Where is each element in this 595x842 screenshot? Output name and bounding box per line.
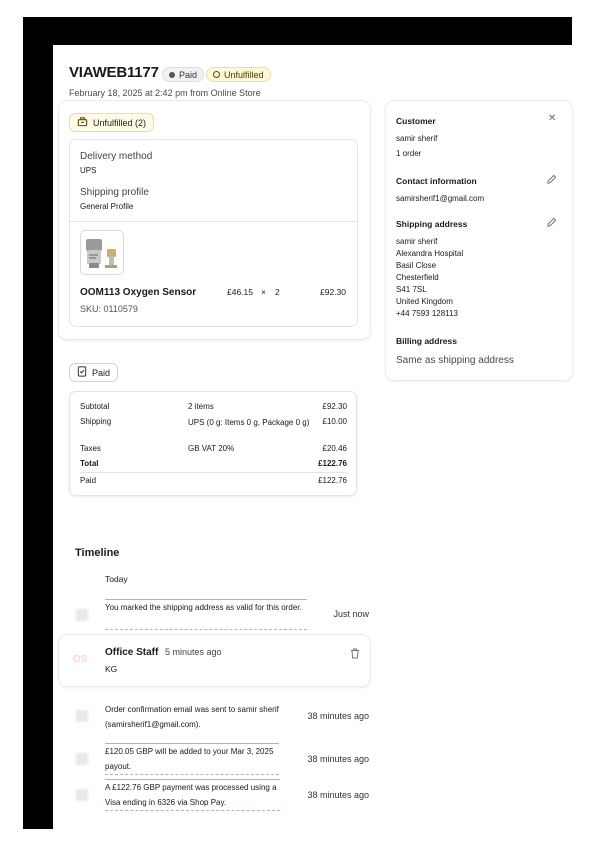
unit-price: £46.15 [227,287,253,297]
event-check-icon [75,709,89,723]
order-subtitle: February 18, 2025 at 2:42 pm from Online Store [69,88,261,98]
close-icon[interactable]: ✕ [548,113,557,124]
paid-chip-label: Paid [92,367,111,378]
fulfillment-status-label: Unfulfilled [224,69,264,80]
row-desc: GB VAT 20% [188,444,235,453]
timeline-event-time: 38 minutes ago [307,754,369,764]
product-name[interactable]: OOM113 Oxygen Sensor [80,287,197,298]
fulfillment-status-badge [206,67,271,82]
row-desc: UPS (0 g: Items 0 g, Package 0 g) [188,418,310,427]
shipping-address [396,236,463,320]
customer-heading: Customer [396,116,436,126]
shipping-profile-label: Shipping profile [80,187,149,198]
divider [70,221,357,222]
line-total: £92.30 [320,287,346,297]
paid-chip[interactable] [69,363,118,382]
product-thumbnail[interactable] [80,230,124,275]
timeline-event[interactable]: £120.05 GBP will be added to your Mar 3, 2025 payout. [105,743,279,775]
pencil-icon[interactable] [546,217,557,231]
row-label: Shipping [80,417,112,426]
shipping-address-heading: Shipping address [396,219,468,229]
address-line: Basil Close [396,261,437,270]
order-page [53,45,587,831]
timeline-event[interactable]: A £122.76 GBP payment was processed using a Visa ending in 6326 via Shop Pay. [105,779,280,811]
customer-name[interactable]: samir sherif [396,134,438,143]
divider [80,472,348,473]
avatar: OS [73,654,88,665]
package-icon [77,116,88,129]
delivery-method-label: Delivery method [80,151,153,162]
contact-heading: Contact information [396,176,477,186]
timeline-comment [59,635,370,686]
status-dot-icon [169,72,175,78]
address-line: +44 7593 128113 [396,309,458,318]
row-amount: £122.76 [318,476,347,485]
shipping-profile-value: General Profile [80,202,134,211]
unfulfilled-chip[interactable] [69,113,154,132]
unfulfilled-chip-label: Unfulfilled (2) [93,117,147,128]
event-check-icon [75,608,89,622]
times-sign: × [261,287,266,297]
status-ring-icon [213,71,220,78]
timeline-event[interactable]: You marked the shipping address as valid for this order. [105,599,307,630]
order-title: VIAWEB1177 [69,64,159,81]
timeline-event-time: Just now [333,609,369,619]
window-frame [23,17,572,829]
timeline-event-time: 38 minutes ago [307,711,369,721]
row-label: Subtotal [80,402,110,411]
row-label: Taxes [80,444,101,453]
contact-email[interactable]: samirsherif1@gmail.com [396,194,485,203]
billing-value: Same as shipping address [396,355,514,366]
row-desc: 2 items [188,402,214,411]
billing-heading: Billing address [396,336,457,346]
trash-icon[interactable] [350,646,360,664]
address-line: Alexandra Hospital [396,249,464,258]
row-amount: £10.00 [322,417,347,426]
timeline-event-time: 38 minutes ago [307,790,369,800]
fulfillment-inner [69,139,358,327]
address-line: S41 7SL [396,285,427,294]
address-line: Chesterfield [396,273,439,282]
customer-card [386,101,572,380]
event-check-icon [75,788,89,802]
quantity: 2 [275,287,280,297]
event-check-icon [75,752,89,766]
pencil-icon[interactable] [546,174,557,188]
receipt-icon [77,366,87,379]
address-line: samir sherif [396,237,438,246]
timeline-event[interactable]: Order confirmation email was sent to samir sherif (samirsherif1@gmail.com). [105,705,279,729]
payment-status-label: Paid [179,69,198,80]
timeline-date-today: Today [105,574,128,584]
product-sku: SKU: 0110579 [80,304,138,314]
comment-text: KG [105,664,118,674]
row-amount: £122.76 [318,459,347,468]
comment-author: Office Staff [105,647,159,658]
timeline-heading: Timeline [75,547,120,559]
row-label: Total [80,459,99,468]
row-label: Paid [80,476,97,485]
customer-orders[interactable]: 1 order [396,149,422,158]
comment-time: 5 minutes ago [165,647,222,657]
payment-summary [69,391,357,496]
payment-status-badge [162,67,204,82]
address-line: United Kingdom [396,297,453,306]
row-amount: £92.30 [322,402,347,411]
fulfillment-card [59,101,370,339]
delivery-method-value: UPS [80,166,97,175]
row-amount: £20.46 [322,444,347,453]
